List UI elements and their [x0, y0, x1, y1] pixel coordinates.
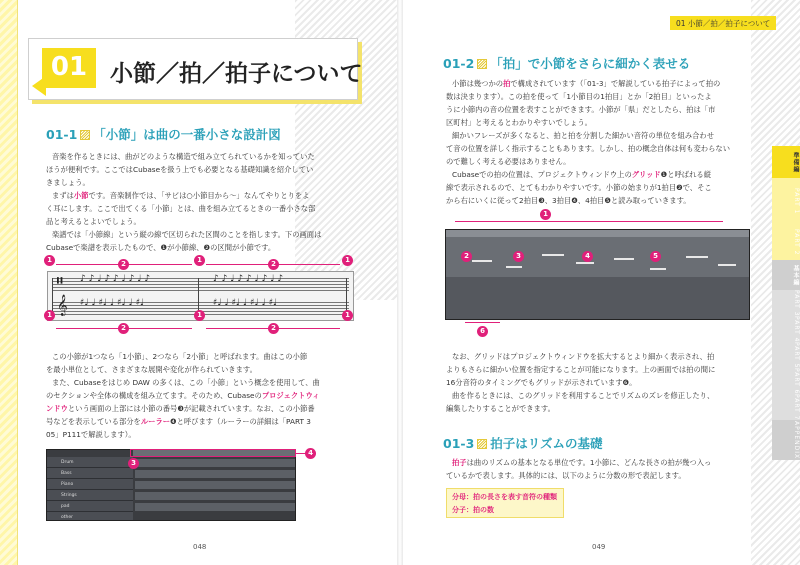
section-icon [477, 59, 487, 69]
callout-badge-1: 1 [342, 255, 353, 266]
side-tab-part7[interactable]: PART 7 [772, 394, 800, 420]
paragraph-intro: 音楽を作るときには、曲がどのような構造で組み立てられているかを知っていた ほうが便利です。ここではCubaseを扱う上でも必要となる基礎知識を紹介してい きましょう。 まずは小節です。音楽制作では、「サビは○小節目から～」なんてやりとりをよ く耳にします。ここで出てくる「小節」とは、曲を組み立てるときの一番小さな部 品と考えるとよいでしょう。 楽譜では「小節線」という縦の線で区切られた区間のことを指します。下の画面は Cubaseで楽譜を表示したもので、❶が小節線、❷の区間が小節です。 [46, 152, 322, 252]
yellow-edge-strip [0, 0, 18, 565]
callout-badge-5: 5 [650, 251, 661, 262]
side-tab-appendix[interactable]: APPENDIX [772, 420, 800, 460]
callout-badge-1: 1 [44, 255, 55, 266]
callout-line [455, 221, 723, 222]
side-tab-prep[interactable]: 準備編 [772, 146, 800, 178]
side-tab-part6[interactable]: PART 6 [772, 368, 800, 394]
grid-screenshot [445, 229, 750, 320]
paragraph-beats: 小節は幾つかの拍で構成されています（「01-3」で解説している拍子によって拍の 数は決まります）。この拍を使って「1小節目の1拍目」とか「2拍目」といったよ うに小節内の音の位置を表すことができます。小節が「県」だとしたら、拍は「市 区町村」と考えるとわかりやすいでしょう。 細かいフレーズが多くなると、拍と拍を分割した細かい音符の単位を組み合わせ て音の位置を詳しく指示することもあります。しかし、拍の概念自体は何も変わらない ので難しく考える必要はありません。 Cubaseでの拍の位置は、プロジェクトウィンドウ上のグリッド❶と呼ばれる縦 線で表示されるので、とてもわかりやすいです。小節の始まりが1拍目❷で、そこ から右にいくに従って2拍目❸、3拍目❹、4拍目❺と読み取っていきます。 [446, 79, 730, 205]
chapter-title: 小節／拍／拍子について [110, 61, 363, 87]
chapter-number: 01 [50, 52, 88, 82]
barline [52, 278, 53, 315]
formula-numerator: 分子：拍の数 [452, 506, 494, 514]
callout-badge-1: 1 [44, 310, 55, 321]
note-icon: ♪ ♪ ♩ ♪ ♪ ♩ ♪ ♩ ♪ [80, 274, 151, 284]
percussion-clef-icon: 𝄥 [57, 271, 63, 292]
section-heading-01-1: 01-1 「小節」は曲の一番小さな設計図 [46, 127, 281, 142]
callout-badge-3: 3 [128, 458, 139, 469]
side-tab-part3[interactable]: PART 3 [772, 290, 800, 316]
paragraph-time-signature: 拍子は曲のリズムの基本となる単位です。1小節に、どんな長さの拍が幾つ入っ ているかで表します。具体的には、以下のように分数の形で表記します。 [446, 458, 712, 480]
callout-badge-1: 1 [194, 255, 205, 266]
paragraph-grid: なお、グリッドはプロジェクトウィンドウを拡大するとより細かく表示され、拍 よりもさらに細かい位置を指定することが可能になります。上の画面では拍の間に 16分音符のタイミングでもグリッドが示されています❻。 曲を作るときには、このグリッドを利用することでリズムのズレを修正したり、 編集したりすることができます。 [446, 352, 716, 413]
page-number-right: 049 [592, 543, 606, 551]
side-tab-part4[interactable]: PART 4 [772, 316, 800, 342]
side-tab-part5[interactable]: PART 5 [772, 342, 800, 368]
callout-badge-2: 2 [461, 251, 472, 262]
ruler-highlight [130, 449, 296, 457]
callout-line [465, 322, 500, 323]
running-head: 01 小節／拍／拍子について [676, 19, 771, 28]
section-icon [477, 439, 487, 449]
callout-badge-4: 4 [582, 251, 593, 262]
side-tab-part2[interactable]: PART 2 [772, 224, 800, 260]
ruler [446, 230, 750, 237]
callout-badge-4: 4 [305, 448, 316, 459]
paragraph-measures: この小節が1つなら「1小節」、2つなら「2小節」と呼ばれます。曲はこの小節 を最小単位として、さまざまな展開や変化が作られていきます。 また、Cubaseをはじめ DAW の多くは、この「小節」という概念を使用して、曲 のセクションや全体の構成を組み立てます。そのため、Cubaseのプロジェクトウィ ンドウという画面の上部には小節の番号❸が記載されています。なお、この小節番 号などを表示している部分をルーラー❹と呼びます（ルーラーの詳細は「PART 3 05」P111で解説します）。 [46, 352, 320, 439]
callout-badge-6: 6 [477, 326, 488, 337]
note-icon: ♯♩ ♩ ♯♩ ♩ ♯♩ ♩ ♯♩ [80, 298, 145, 308]
callout-badge-1: 1 [540, 209, 551, 220]
side-tab-basic[interactable]: 基本編 [772, 260, 800, 290]
note-icon: ♪ ♪ ♩ ♪ ♪ ♩ ♪ ♩ ♪ [213, 274, 284, 284]
callout-badge-1: 1 [342, 310, 353, 321]
formula-denominator: 分母：拍の長さを表す音符の種類 [452, 493, 557, 501]
section-heading-01-3: 01-3 拍子はリズムの基礎 [443, 436, 603, 451]
section-heading-01-2: 01-2 「拍」で小節をさらに細かく表せる [443, 56, 691, 71]
callout-badge-2: 2 [118, 323, 129, 334]
treble-clef-icon: 𝄞 [57, 295, 68, 316]
callout-badge-2: 2 [268, 259, 279, 270]
callout-badge-2: 2 [118, 259, 129, 270]
note-icon: ♯♩ ♩ ♯♩ ♩ ♯♩ ♩ ♯♩ [213, 298, 278, 308]
side-tab-part1[interactable]: PART 1 [772, 178, 800, 224]
callout-badge-1: 1 [194, 310, 205, 321]
callout-badge-2: 2 [268, 323, 279, 334]
section-icon [80, 130, 90, 140]
project-window-screenshot: Drum Bass Piano Strings pad other [46, 449, 296, 521]
callout-badge-3: 3 [513, 251, 524, 262]
page-number-left: 048 [193, 543, 207, 551]
